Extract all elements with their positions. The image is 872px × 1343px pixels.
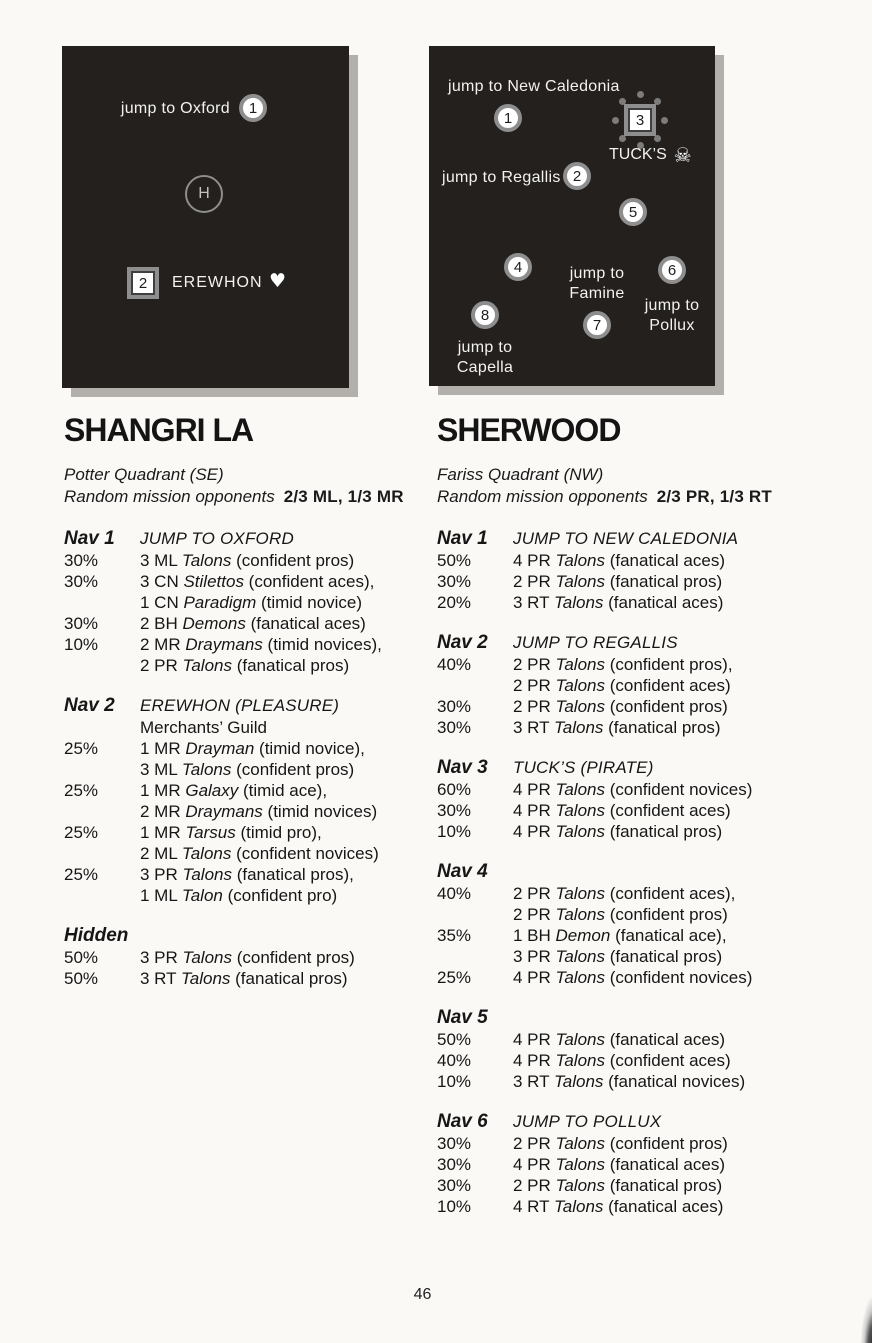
opponent-cell: 4 PR Talons (fanatical aces) [513, 551, 725, 570]
opponent-row [64, 822, 414, 843]
opponent-row [437, 717, 847, 738]
ship-name: Talons [555, 947, 605, 966]
opponent-row [437, 967, 847, 988]
base-dot [619, 98, 626, 105]
nav-section-note: Merchants’ Guild [140, 718, 267, 737]
probability-cell: 10% [437, 1197, 472, 1216]
nav-section-name: Nav 3 [437, 757, 488, 778]
ship-name: Draymans [185, 802, 263, 821]
quadrant-line: Potter Quadrant (SE) [64, 465, 224, 484]
opponent-cell: 2 MR Draymans (timid novices) [140, 802, 378, 821]
nav-point-number: 7 [592, 316, 602, 334]
opponent-cell: 3 PR Talons (fanatical pros), [140, 865, 354, 884]
nav-section-title: JUMP TO NEW CALEDONIA [513, 529, 739, 548]
opponent-cell: 1 MR Galaxy (timid ace), [140, 781, 328, 800]
nav-point-8 [471, 301, 499, 329]
nav-section-header [437, 528, 847, 550]
opponent-row [437, 571, 847, 592]
nav-sections [437, 528, 847, 1217]
ship-name: Talons [555, 551, 605, 570]
sherwood-map [429, 46, 715, 386]
opponent-cell: 3 RT Talons (fanatical pros) [513, 718, 721, 737]
nav-section-title: TUCK’S (PIRATE) [513, 758, 654, 777]
probability-cell: 30% [64, 572, 99, 591]
probability-cell: 30% [64, 551, 99, 570]
map-label-new-caledonia: jump to New Caledonia [448, 78, 620, 95]
ship-name: Talons [553, 718, 604, 737]
opponent-cell: 2 MR Draymans (timid novices), [140, 635, 382, 654]
nav-section [437, 1111, 847, 1217]
opponent-row [64, 634, 414, 655]
nav-section-name: Hidden [64, 925, 129, 946]
hidden-nav-circle [185, 175, 223, 213]
map-label-tucks-row [609, 143, 692, 167]
opponent-cell: 2 PR Talons (confident aces), [513, 884, 736, 903]
nav-point-2 [563, 162, 591, 190]
system-title: SHANGRI LA [64, 412, 254, 448]
ship-name: Talons [555, 905, 605, 924]
nav-section [437, 632, 847, 738]
opponent-cell: 2 PR Talons (confident pros) [513, 1134, 728, 1153]
opponent-cell: 4 PR Talons (confident aces) [513, 1051, 731, 1070]
opponent-cell: 2 BH Demons (fanatical aces) [140, 614, 366, 633]
opponent-row [437, 550, 847, 571]
opponent-row [64, 592, 414, 613]
base-dot [654, 98, 661, 105]
nav-section-title: JUMP TO OXFORD [140, 529, 294, 548]
opponent-row [437, 883, 847, 904]
probability-cell: 20% [437, 593, 472, 612]
nav-point-number: 2 [572, 167, 582, 185]
nav-point-5 [619, 198, 647, 226]
page-number: 46 [413, 1286, 432, 1303]
opponent-row [437, 904, 847, 925]
ship-name: Talons [555, 1134, 605, 1153]
ship-name: Talons [555, 884, 605, 903]
map-label-oxford: jump to Oxford [120, 100, 230, 117]
ship-name: Draymans [185, 635, 263, 654]
nav-section-header [64, 925, 414, 947]
opponent-row [437, 821, 847, 842]
system-subtitle [437, 464, 847, 508]
opponent-cell: 4 PR Talons (confident aces) [513, 801, 731, 820]
opponent-row [437, 925, 847, 946]
opponent-cell: 4 PR Talons (fanatical aces) [513, 1030, 725, 1049]
opponent-cell: 2 PR Talons (fanatical pros) [140, 656, 350, 675]
probability-cell: 25% [437, 968, 472, 987]
nav-point-number: 6 [667, 261, 677, 279]
ship-name: Tarsus [185, 823, 236, 842]
opponent-row [437, 800, 847, 821]
ship-name: Talons [555, 572, 605, 591]
random-opponents-value: 2/3 PR, 1/3 RT [656, 487, 772, 506]
opponent-cell: 3 ML Talons (confident pros) [140, 551, 355, 570]
opponent-row [437, 1071, 847, 1092]
opponent-row [64, 843, 414, 864]
ship-name: Talons [555, 676, 605, 695]
probability-cell: 25% [64, 781, 99, 800]
probability-cell: 25% [64, 865, 99, 884]
ship-name: Talons [555, 822, 605, 841]
nav-section-name: Nav 5 [437, 1007, 488, 1028]
base-dot [661, 117, 668, 124]
opponent-cell: 1 MR Tarsus (timid pro), [140, 823, 322, 842]
nav-point-3-base [610, 90, 670, 150]
base-dot [637, 91, 644, 98]
probability-cell: 30% [437, 801, 472, 820]
opponent-cell: 4 PR Talons (confident novices) [513, 780, 753, 799]
nav-point-4 [504, 253, 532, 281]
nav-section-header [437, 757, 847, 779]
nav-section-name: Nav 6 [437, 1111, 488, 1132]
nav-section-header [64, 695, 414, 717]
map-label-line: Famine [569, 285, 625, 302]
nav-section [437, 528, 847, 613]
nav-section-header [64, 528, 414, 550]
nav-section-name: Nav 1 [437, 528, 488, 549]
opponent-cell: 3 PR Talons (fanatical pros) [513, 947, 723, 966]
ship-name: Talons [555, 1030, 605, 1049]
opponent-row [64, 801, 414, 822]
opponent-row [437, 1029, 847, 1050]
random-opponents-label: Random mission opponents [437, 487, 648, 506]
random-opponents-value: 2/3 ML, 1/3 MR [283, 487, 404, 506]
random-opponents-label: Random mission opponents [64, 487, 275, 506]
ship-name: Talons [553, 1072, 604, 1091]
opponent-cell: 4 PR Talons (fanatical aces) [513, 1155, 725, 1174]
nav-point-number: 2 [138, 274, 148, 292]
map-label-line: jump to [569, 265, 625, 282]
base-dot [612, 117, 619, 124]
opponent-cell: 1 ML Talon (confident pro) [140, 886, 338, 905]
nav-sections [64, 528, 414, 989]
ship-name: Demons [182, 614, 246, 633]
probability-cell: 40% [437, 1051, 472, 1070]
opponent-row [64, 613, 414, 634]
random-opponents-line [437, 486, 847, 508]
opponent-row [64, 550, 414, 571]
ship-name: Talons [180, 969, 231, 988]
probability-cell: 30% [437, 572, 472, 591]
probability-cell: 30% [437, 1134, 472, 1153]
ship-name: Paradigm [183, 593, 257, 612]
sherwood-column [437, 412, 847, 1236]
opponent-row [437, 1133, 847, 1154]
opponent-cell: 3 RT Talons (fanatical novices) [513, 1072, 746, 1091]
nav-section-header [437, 861, 847, 883]
nav-point-1 [494, 104, 522, 132]
probability-cell: 30% [437, 1155, 472, 1174]
ship-name: Talons [553, 1197, 604, 1216]
probability-cell: 60% [437, 780, 472, 799]
nav-section-name: Nav 4 [437, 861, 488, 882]
nav-point-number: 4 [513, 258, 523, 276]
base-dot [654, 135, 661, 142]
probability-cell: 40% [437, 884, 472, 903]
map-label-regallis: jump to Regallis [442, 169, 561, 186]
probability-cell: 40% [437, 655, 472, 674]
probability-cell: 30% [437, 718, 472, 737]
nav-section [64, 528, 414, 676]
nav-section-header [437, 1007, 847, 1029]
opponent-row [437, 946, 847, 967]
nav-section [437, 757, 847, 842]
opponent-row [64, 571, 414, 592]
ship-name: Talons [182, 865, 232, 884]
opponent-row [437, 592, 847, 613]
opponent-cell: 1 MR Drayman (timid novice), [140, 739, 365, 758]
nav-point-3 [628, 108, 652, 132]
nav-section-name: Nav 2 [437, 632, 488, 653]
nav-section-name: Nav 2 [64, 695, 115, 716]
opponent-row [64, 947, 414, 968]
heart-icon: ♥ [269, 270, 287, 292]
opponent-cell: 3 RT Talons (fanatical aces) [513, 593, 724, 612]
opponent-cell: 3 ML Talons (confident pros) [140, 760, 355, 779]
probability-cell: 30% [64, 614, 99, 633]
nav-section [64, 925, 414, 989]
map-label-erewhon: EREWHON [172, 274, 263, 291]
nav-point-7 [583, 311, 611, 339]
map-label-famine [557, 264, 637, 304]
nav-section-title: JUMP TO POLLUX [513, 1112, 662, 1131]
opponent-cell: 2 ML Talons (confident novices) [140, 844, 379, 863]
opponent-row [437, 779, 847, 800]
opponent-cell: 4 RT Talons (fanatical aces) [513, 1197, 724, 1216]
opponent-cell: 1 BH Demon (fanatical ace), [513, 926, 727, 945]
nav-section-header [437, 632, 847, 654]
ship-name: Demon [555, 926, 611, 945]
nav-section [437, 1007, 847, 1092]
ship-name: Talons [555, 1176, 605, 1195]
map-label-capella [445, 338, 525, 378]
base-dot [619, 135, 626, 142]
ship-name: Talons [182, 656, 232, 675]
ship-name: Talons [553, 593, 604, 612]
ship-name: Talons [555, 801, 605, 820]
probability-cell: 50% [64, 948, 99, 967]
shangri-la-column [64, 412, 414, 1008]
map-label-pollux [632, 296, 712, 336]
opponent-row [64, 780, 414, 801]
opponent-cell: 2 PR Talons (confident pros) [513, 697, 728, 716]
nav-section-title: EREWHON (PLEASURE) [140, 696, 340, 715]
opponent-cell: 3 RT Talons (fanatical pros) [140, 969, 348, 988]
map-label-line: jump to [457, 339, 513, 356]
probability-cell: 25% [64, 739, 99, 758]
nav-point-2 [131, 271, 155, 295]
opponent-cell: 3 PR Talons (confident pros) [140, 948, 355, 967]
nav-point-1 [239, 94, 267, 122]
probability-cell: 35% [437, 926, 472, 945]
opponent-cell: 1 CN Paradigm (timid novice) [140, 593, 363, 612]
map-label-line: jump to [644, 297, 700, 314]
ship-name: Talons [555, 780, 605, 799]
map-label-line: Pollux [649, 317, 695, 334]
ship-name: Talon [181, 886, 223, 905]
nav-section-note-row [64, 717, 414, 738]
opponent-row [437, 1175, 847, 1196]
ship-name: Talons [555, 968, 605, 987]
ship-name: Talons [181, 760, 232, 779]
opponent-row [437, 654, 847, 675]
opponent-cell: 2 PR Talons (fanatical pros) [513, 1176, 723, 1195]
nav-section-header [437, 1111, 847, 1133]
probability-cell: 10% [437, 822, 472, 841]
nav-section-title: JUMP TO REGALLIS [513, 633, 678, 652]
ship-name: Stilettos [183, 572, 244, 591]
system-title: SHERWOOD [437, 412, 621, 448]
ship-name: Galaxy [185, 781, 239, 800]
opponent-cell: 2 PR Talons (confident pros) [513, 905, 728, 924]
probability-cell: 25% [64, 823, 99, 842]
opponent-row [64, 738, 414, 759]
opponent-cell: 2 PR Talons (fanatical pros) [513, 572, 723, 591]
ship-name: Talons [555, 697, 605, 716]
nav-section [64, 695, 414, 906]
ship-name: Talons [555, 1051, 605, 1070]
opponent-row [437, 1050, 847, 1071]
probability-cell: 50% [437, 1030, 472, 1049]
opponent-row [437, 675, 847, 696]
ship-name: Talons [182, 948, 232, 967]
nav-point-number: 3 [635, 111, 645, 129]
skull-crossbones-icon: ☠ [673, 143, 692, 167]
opponent-cell: 3 CN Stilettos (confident aces), [140, 572, 375, 591]
opponent-row [437, 1154, 847, 1175]
probability-cell: 50% [437, 551, 472, 570]
hidden-nav-letter: H [198, 185, 210, 202]
opponent-row [64, 864, 414, 885]
ship-name: Talons [555, 1155, 605, 1174]
ship-name: Talons [181, 844, 232, 863]
nav-point-number: 1 [503, 109, 513, 127]
random-opponents-line [64, 486, 414, 508]
shangri-la-map [62, 46, 349, 388]
ship-name: Talons [181, 551, 232, 570]
opponent-row [64, 759, 414, 780]
probability-cell: 10% [64, 635, 99, 654]
nav-point-number: 8 [480, 306, 490, 324]
scan-artifact [861, 1297, 872, 1343]
probability-cell: 50% [64, 969, 99, 988]
ship-name: Talons [555, 655, 605, 674]
opponent-row [64, 968, 414, 989]
nav-point-number: 1 [248, 99, 258, 117]
quadrant-line: Fariss Quadrant (NW) [437, 465, 604, 484]
ship-name: Drayman [185, 739, 255, 758]
map-label-line: Capella [456, 359, 514, 376]
probability-cell: 10% [437, 1072, 472, 1091]
opponent-cell: 4 PR Talons (fanatical pros) [513, 822, 723, 841]
opponent-row [64, 885, 414, 906]
nav-point-number: 5 [628, 203, 638, 221]
opponent-row [64, 655, 414, 676]
nav-section-name: Nav 1 [64, 528, 115, 549]
opponent-cell: 4 PR Talons (confident novices) [513, 968, 753, 987]
map-label-tucks: TUCK’S [609, 146, 667, 163]
opponent-cell: 2 PR Talons (confident aces) [513, 676, 731, 695]
nav-point-6 [658, 256, 686, 284]
probability-cell: 30% [437, 697, 472, 716]
opponent-row [437, 696, 847, 717]
opponent-cell: 2 PR Talons (confident pros), [513, 655, 733, 674]
system-subtitle [64, 464, 414, 508]
opponent-row [437, 1196, 847, 1217]
probability-cell: 30% [437, 1176, 472, 1195]
nav-section [437, 861, 847, 988]
